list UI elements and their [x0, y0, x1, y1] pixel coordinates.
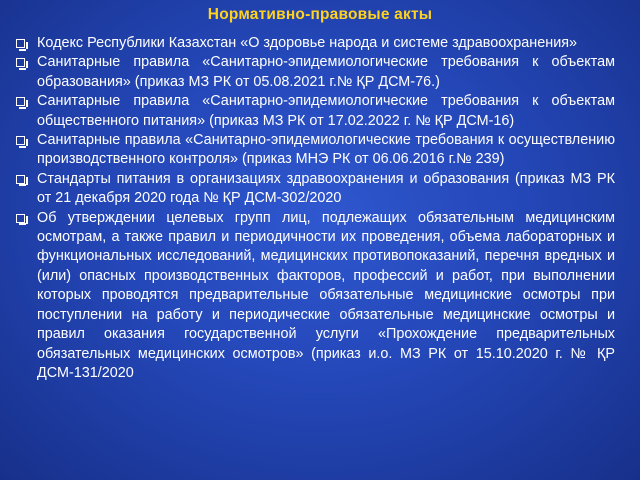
list-item-text: Кодекс Республики Казахстан «О здоровье народа и системе здравоохранения» — [37, 35, 578, 51]
list-item-text: Санитарные правила «Санитарно-эпидемиологические требования к объектам образования» (приказ МЗ РК от 05.08.2021 г.№ ҚР ДСМ-76.) — [37, 54, 615, 90]
list-item-text: Об утверждении целевых групп лиц, подлежащих обязательным медицинским осмотрам, а также правил и периодичности их проведения, объема лабораторных и функциональных исследований, медицинских противопоказаний, перечня вредных и (или) опасных производственных факторов, профессий и работ, при выполнении которых проводятся предварительные обязательные медицинские осмотры при поступлении на работу и периодические обязательные медицинские осмотры и правил оказания государственной услуги «Прохождение предварительных обязательных медицинских осмотров» (приказ и.о. МЗ РК от 15.10.2020 г. № ҚР ДСМ-131/2020 — [37, 209, 615, 381]
checkbox-bullet-icon — [16, 136, 25, 145]
checkbox-bullet-icon — [16, 39, 25, 48]
list-item — [14, 34, 615, 53]
list-item — [14, 170, 615, 209]
checkbox-bullet-icon — [16, 175, 25, 184]
list-item-text: Стандарты питания в организациях здравоохранения и образования (приказ МЗ РК от 21 декабря 2020 года № ҚР ДСМ-302/2020 — [37, 170, 615, 207]
list-item — [14, 53, 615, 92]
list-item — [14, 131, 615, 170]
list-item-text: Санитарные правила «Санитарно-эпидемиологические требования к объектам общественного питания» (приказ МЗ РК от 17.02.2022 г. № ҚР ДСМ-16) — [37, 93, 615, 129]
list-item — [14, 92, 615, 131]
checkbox-bullet-icon — [16, 58, 25, 67]
list-item — [14, 209, 615, 384]
checkbox-bullet-icon — [16, 97, 25, 106]
acts-list — [14, 34, 615, 383]
slide-title: Нормативно-правовые акты — [207, 6, 433, 23]
checkbox-bullet-icon — [16, 214, 25, 223]
list-item-text: Санитарные правила «Санитарно-эпидемиологические требования к осуществлению производственного контроля» (приказ МНЭ РК от 06.06.2016 г.№ 239) — [37, 132, 615, 168]
